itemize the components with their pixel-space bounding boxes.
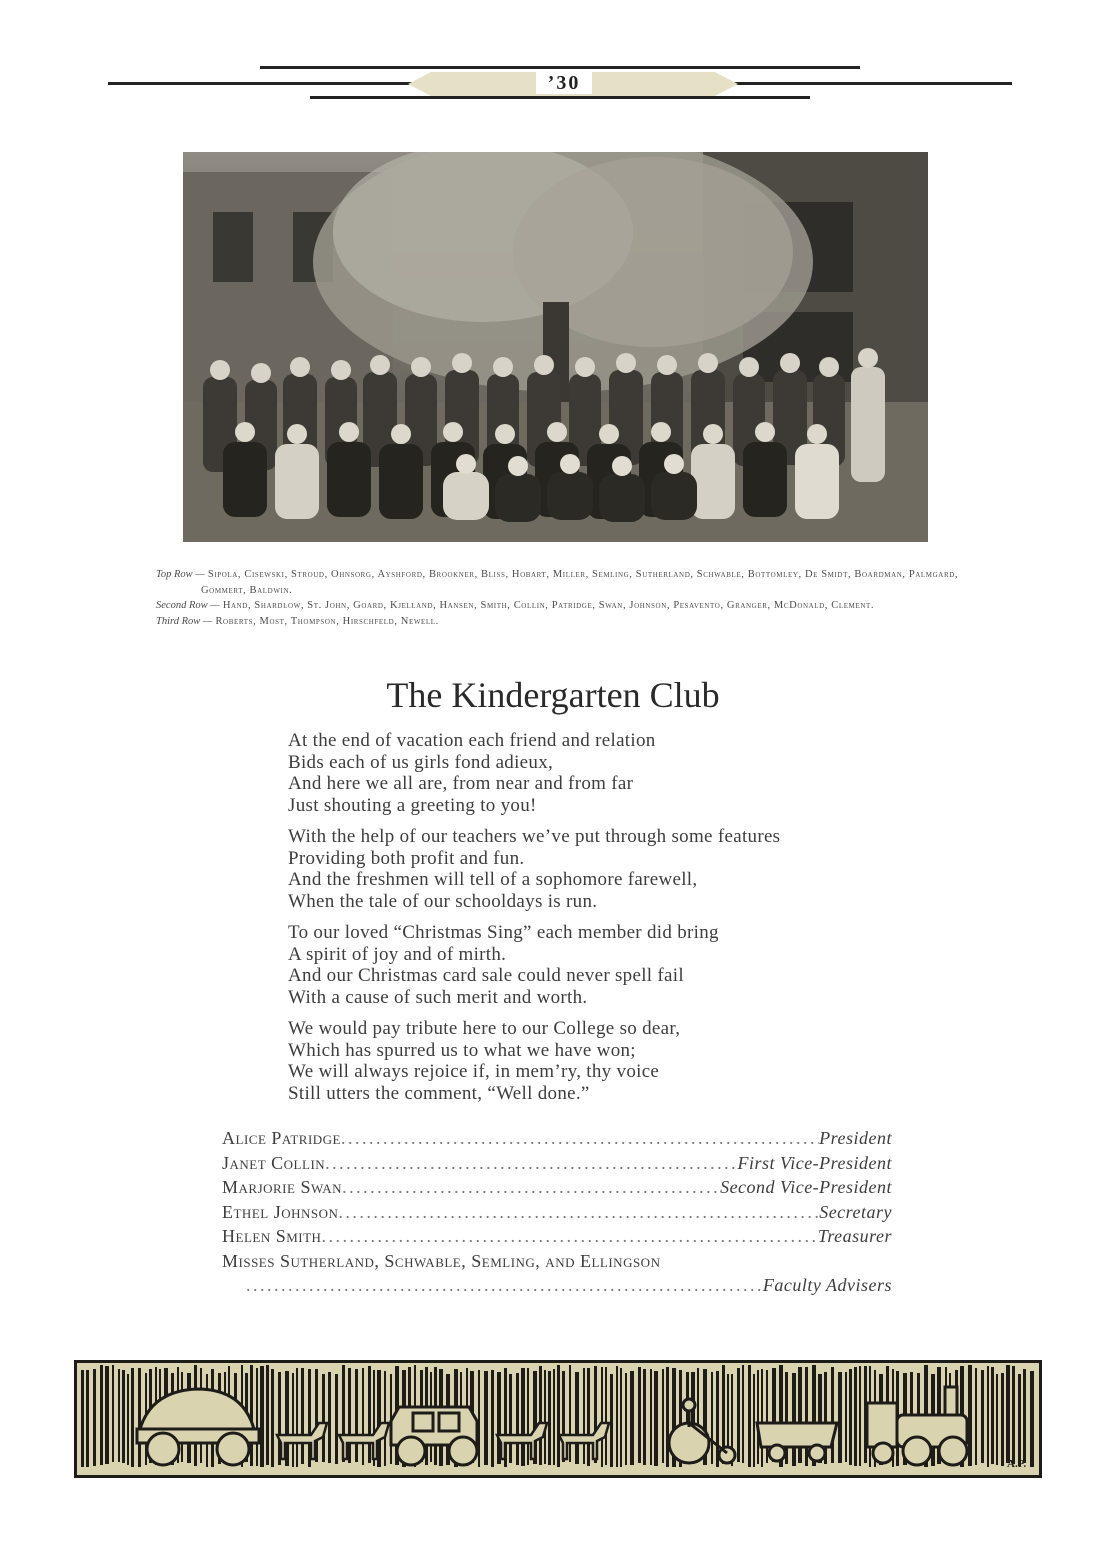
frieze-hatch-bar [112,1365,114,1462]
leader-dots [338,1200,819,1225]
frieze-hatch-bar [521,1368,525,1466]
frieze-hatch-bar [491,1370,494,1467]
frieze-hatch-bar [1023,1369,1026,1463]
frieze-hatch-bar [138,1368,141,1467]
frieze-hatch-bar [766,1370,768,1463]
officer-role: President [819,1128,892,1148]
frieze-hatch-bar [1001,1373,1004,1466]
stanza [288,922,928,1008]
officer-name: Janet Collin [222,1152,326,1173]
frieze-hatch-bar [748,1365,751,1467]
caption-row-label: Top Row — [156,569,205,580]
advisers-names-row [222,1249,892,1274]
officer-row [222,1175,892,1200]
frieze-hatch-bar [792,1373,796,1466]
leader-dots [321,1224,817,1249]
frieze-hatch-bar [105,1366,109,1464]
frieze-hatch-bar [355,1369,358,1462]
officer-row [222,1151,892,1176]
poem-line: With the help of our teachers we’ve put through some features [288,826,781,847]
frieze-hatch-bar [516,1373,519,1465]
frieze-hatch-bar [757,1370,759,1464]
poem-line: With a cause of such merit and worth. [288,986,588,1008]
frieze-hatch-bar [753,1374,755,1467]
advisers-role: Faculty Advisers [762,1275,892,1295]
frieze-hatch-bar [616,1366,618,1467]
leader-dots [341,1126,819,1151]
frieze-hatch-bar [557,1365,560,1467]
frieze-hatch-bar [583,1368,585,1464]
group-photo [183,152,928,542]
poem-line: We would pay tribute here to our College so dear, [288,1018,681,1039]
frieze-hatch-bar [737,1368,740,1462]
caption-row-label: Second Row — [156,600,220,611]
frieze-hatch-bar [991,1367,994,1464]
frieze-hatch-bar [100,1365,103,1465]
caption-top-row [156,567,976,598]
frieze-hatch-bar [250,1365,253,1466]
frieze-hatch-bar [630,1371,634,1465]
caption-row-names: Sipola, Cisewski, Stroud, Ohnsorg, Ayshford, Brookner, Bliss, Hobart, Miller, Semling, Sutherland, Schwable, Bottomley, De Smidt, Boardman, Palmgard, Gommert, Baldwin. [201,569,959,596]
poem-line: Bids each of us girls fond adieux, [288,751,554,773]
leader-dots [325,1151,737,1176]
frieze-hatch-bar [625,1373,627,1465]
officer-role: Treasurer [817,1226,892,1246]
frieze-hatch-bar [859,1366,861,1466]
frieze-hatch-bar [575,1372,579,1464]
frieze-hatch-bar [968,1365,972,1466]
stanza [288,730,928,816]
officer-row [222,1200,892,1225]
frieze-hatch-bar [81,1370,84,1467]
frieze-hatch-bar [368,1366,371,1463]
frieze-hatch-bar [553,1369,555,1465]
frieze-hatch-bar [601,1367,603,1467]
frieze-hatch-bar [362,1368,364,1465]
frieze-hatch-bar [548,1371,551,1465]
poem-line: To our loved “Christmas Sing” each member did bring [288,922,719,943]
advisers-names: Misses Sutherland, Schwable, Semling, and Ellingson [222,1250,661,1271]
officer-role: Secretary [819,1201,892,1222]
frieze-hatch-bar [1030,1371,1034,1467]
stanza [288,826,928,912]
frieze-hatch-bar [256,1368,258,1466]
poem-line: Which has spurred us to what we have won; [288,1039,636,1061]
frieze-hatch-bar [301,1368,304,1464]
frieze-hatch-bar [650,1369,652,1465]
frieze-hatch-bar [271,1369,274,1467]
officer-name: Ethel Johnson [222,1201,339,1222]
poem-line: A spirit of joy and of mirth. [288,943,507,965]
frieze-hatch-bar [509,1374,512,1463]
poem-line: And our Christmas card sale could never spell fail [288,965,684,986]
frieze-hatch-bar [742,1365,744,1463]
frieze-hatch-bar [1012,1366,1015,1464]
frieze-hatch-bar [348,1368,351,1463]
frieze-hatch-bar [127,1374,129,1465]
year-label: ’30 [536,72,592,94]
frieze-hatch-bar [544,1370,546,1464]
officers-list [222,1126,892,1298]
officer-row [222,1224,892,1249]
frieze-hatch-bar [996,1374,998,1465]
poem-line: And here we all are, from near and from far [288,773,634,794]
frieze-hatch-bar [86,1370,89,1467]
leader-dots [246,1273,763,1298]
frieze-hatch-bar [987,1366,989,1467]
officer-name: Marjorie Swan [222,1177,343,1197]
frieze-hatch-bar [527,1368,529,1465]
frieze-hatch-bar [666,1367,669,1467]
frieze-hatch-bar [322,1374,325,1462]
frieze-hatch-bar [292,1373,294,1467]
poem [288,730,928,1114]
frieze-hatch-bar [620,1368,622,1467]
frieze-hatch-bar [654,1371,658,1466]
frieze-hatch-bar [1006,1365,1010,1463]
frieze-hatch-bar [118,1369,120,1462]
frieze-hatch-bar [384,1371,386,1466]
frieze-hatch-bar [838,1372,842,1463]
frieze-hatch-bar [131,1368,134,1467]
frieze-hatch-bar [638,1367,641,1463]
photo-illustration [183,152,928,542]
caption-row-names: Hand, Shardlow, St. John, Goard, Kjelland, Hansen, Smith, Collin, Patridge, Swan, Johnson, Pesavento, Granger, McDonald, Clement. [222,600,875,611]
poem-line: At the end of vacation each friend and relation [288,730,656,751]
frieze-hatch-bar [122,1370,125,1463]
officer-role: Second Vice-President [720,1177,892,1197]
caption-row-names: Roberts, Most, Thompson, Hirschfeld, Newell. [215,615,439,627]
poem-line: When the tale of our schooldays is run. [288,890,598,912]
caption-second-row [156,598,976,614]
frieze-hatch-bar [93,1369,96,1466]
frieze-hatch-bar [981,1370,984,1463]
decorative-frieze [74,1360,1042,1478]
frieze-hatch-bar [328,1372,331,1463]
frieze-hatch-bar [484,1371,488,1465]
frieze-hatch-bar [260,1366,264,1467]
artist-signature: A.P. [1007,1458,1027,1470]
advisers-role-row [222,1273,892,1298]
poem-line: Just shouting a greeting to you! [288,794,537,816]
poem-line: And the freshmen will tell of a sophomore farewell, [288,869,698,890]
frieze-hatch-bar [805,1367,808,1466]
frieze-hatch-bar [587,1368,590,1466]
frieze-hatch-bar [798,1367,802,1463]
poem-line: Still utters the comment, “Well done.” [288,1082,590,1104]
frieze-hatch-bar [605,1367,607,1465]
poem-line: We will always rejoice if, in mem’ry, thy voice [288,1061,660,1082]
frieze-hatch-bar [539,1366,542,1465]
frieze-hatch-bar [831,1367,834,1463]
header-banner [108,62,1012,104]
frieze-hatch-bar [711,1372,713,1464]
officer-name: Alice Patridge [222,1128,341,1148]
locomotive-icon [757,1387,967,1465]
penny-farthing-icon [669,1399,735,1463]
frieze-hatch-bar [610,1374,613,1467]
officer-row [222,1126,892,1151]
frieze-hatch-bar [662,1369,664,1463]
frieze-hatch-bar [335,1374,338,1464]
frieze-hatch-bar [849,1369,852,1465]
stanza [288,1018,928,1104]
caption-row-label: Third Row — [156,615,213,627]
frieze-hatch-bar [854,1367,857,1466]
caption-third-row [156,614,976,630]
frieze-hatch-bar [296,1368,298,1467]
frieze-hatch-bar [266,1365,269,1465]
frieze-hatch-bar [643,1369,646,1465]
leader-dots [342,1175,720,1200]
frieze-hatch-bar [975,1368,977,1465]
page-title: The Kindergarten Club [386,675,720,715]
frieze-hatch-bar [761,1369,763,1467]
frieze-hatch-bar [569,1365,571,1462]
frieze-hatch-bar [845,1372,847,1462]
officer-role: First Vice-President [737,1152,892,1173]
frieze-hatch-bar [1018,1374,1021,1466]
poem-line: Providing both profit and fun. [288,847,525,869]
frieze-illustration [77,1363,1039,1475]
photo-caption [156,567,976,629]
officer-name: Helen Smith [222,1226,322,1246]
